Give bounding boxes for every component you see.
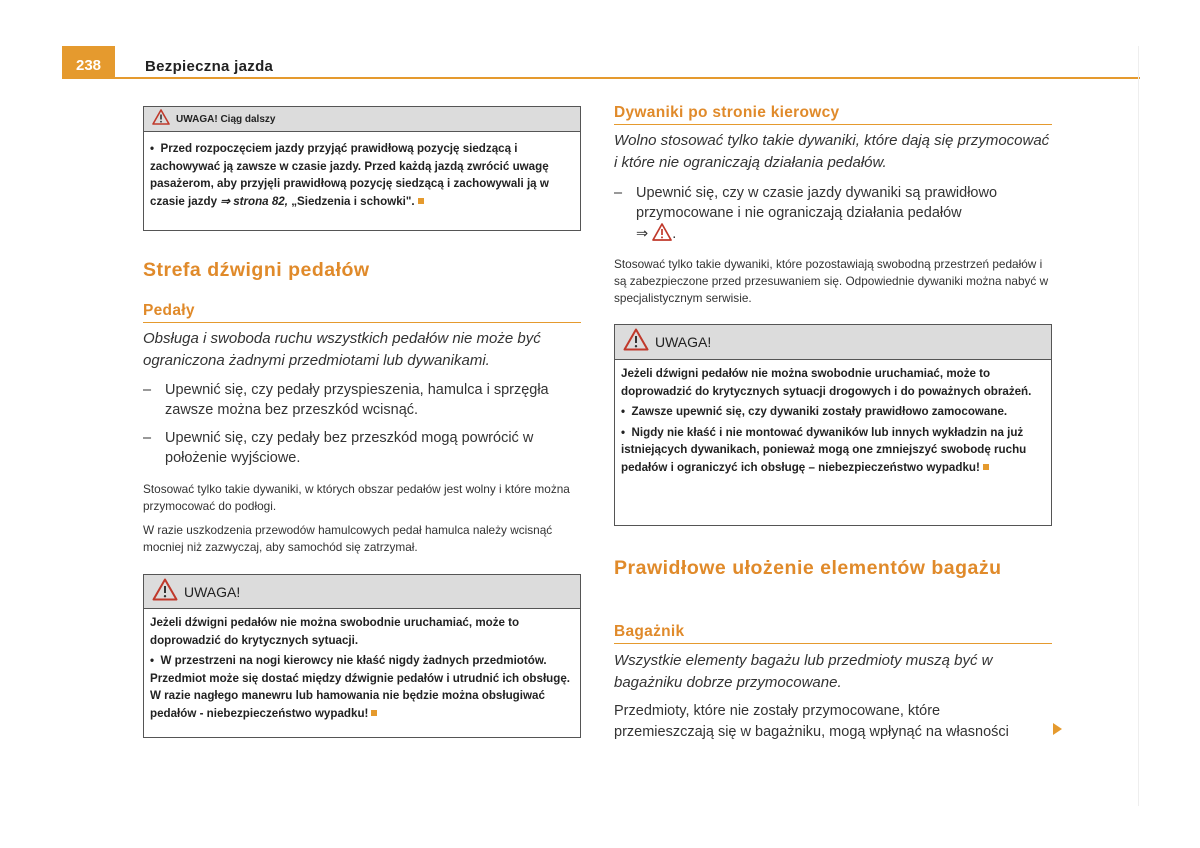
- bullet: •: [621, 405, 626, 418]
- page-reference[interactable]: ⇒ strona 82,: [220, 194, 288, 208]
- section-title-luggage: Prawidłowe ułożenie elementów bagażu: [614, 557, 1002, 579]
- warning-triangle-icon: [152, 109, 170, 130]
- paragraph: Przedmioty, które nie zostały przymocowane, które przemieszczają się w bagażniku, mogą wpłynąć na własności: [614, 703, 1009, 740]
- subsection-rule: [143, 322, 581, 323]
- warning-text: Jeżeli dźwigni pedałów nie można swobodnie uruchamiać, może to doprowadzić do krytycznych sytuacji.: [150, 616, 520, 647]
- list-item: – Upewnić się, czy pedały przyspieszenia, hamulca i sprzęgła zawsze można bez przeszkód wcisnąć.: [143, 380, 573, 420]
- item-reference[interactable]: ⇒: [636, 226, 649, 242]
- warning-text: Jeżeli dźwigni pedałów nie można swobodnie uruchamiać, może to doprowadzić do krytycznych sytuacji drogowych i do poważnych obrażeń.: [621, 367, 1032, 398]
- warning-box-mats: [614, 324, 1052, 526]
- bullet: •: [150, 142, 155, 155]
- warning-box-pedals: [143, 574, 581, 738]
- subsection-rule: [614, 643, 1052, 644]
- end-marker: [371, 710, 377, 716]
- end-marker: [983, 464, 989, 470]
- paragraph: W razie uszkodzenia przewodów hamulcowych pedał hamulca należy wcisnąć mocniej niż zazwyczaj, aby samochód się zatrzymał.: [143, 523, 553, 554]
- header-rule: [62, 77, 1140, 79]
- warning-text: • W przestrzeni na nogi kierowcy nie kłaść nigdy żadnych przedmiotów. Przedmiot może się dostać między dźwignie pedałów i utrudnić ich obsługę. W razie nagłego manewru lub hamowania nie będzie można obsługiwać pedałów - niebezpieczeństwo wypadku!: [150, 654, 571, 720]
- page-edge: [1138, 46, 1139, 806]
- warning-body: [144, 609, 580, 729]
- intro-pedals: Obsługa i swoboda ruchu wszystkich pedałów nie może być ograniczona żadnymi przedmiotami lub dywanikami.: [143, 330, 541, 369]
- warning-title: UWAGA!: [184, 583, 241, 600]
- subsection-title-pedals: Pedały: [143, 302, 195, 319]
- warning-text: • Zawsze upewnić się, czy dywaniki zostały prawidłowo zamocowane.: [621, 405, 1008, 418]
- warning-triangle-icon: [152, 578, 178, 606]
- bullet: •: [621, 425, 626, 439]
- bullet: •: [150, 654, 155, 667]
- continue-arrow-icon[interactable]: [1053, 723, 1062, 735]
- warning-header: [615, 325, 1051, 360]
- warning-text: • Nigdy nie kłaść i nie montować dywaników lub innych wykładzin na już istniejących dywanikach, ponieważ mogą one zmniejszyć swobodę ruchu pedałów i ograniczyć ich obsługę – niebezpieczeństwo wypadku!: [621, 425, 1027, 474]
- subsection-rule: [614, 124, 1052, 125]
- list-item: – Upewnić się, czy w czasie jazdy dywaniki są prawidłowo przymocowane i nie ograniczają działania pedałów ⇒ .: [614, 183, 1044, 247]
- warning-continued-header: [144, 107, 580, 132]
- subsection-title-trunk: Bagażnik: [614, 623, 685, 640]
- warning-triangle-icon: [623, 328, 649, 356]
- paragraph: Stosować tylko takie dywaniki, które pozostawiają swobodną przestrzeń pedałów i są zabezpieczone przed przesuwaniem się. Odpowiednie dywaniki można nabyć w specjalistycznym serwisie.: [614, 257, 1049, 305]
- subsection-title-driver-mats: Dywaniki po stronie kierowcy: [614, 104, 840, 121]
- end-marker: [418, 198, 424, 204]
- section-title-pedal-area: Strefa dźwigni pedałów: [143, 259, 370, 281]
- warning-continued-title: UWAGA! Ciąg dalszy: [176, 113, 276, 125]
- list-item: – Upewnić się, czy pedały bez przeszkód mogą powrócić w położenie wyjściowe.: [143, 428, 583, 468]
- intro-trunk: Wszystkie elementy bagażu lub przedmioty muszą być w bagażniku dobrze przymocowane.: [614, 652, 993, 691]
- page-number: 238: [62, 46, 115, 78]
- warning-triangle-icon[interactable]: [652, 223, 672, 247]
- warning-body: [615, 360, 1051, 483]
- intro-driver-mats: Wolno stosować tylko takie dywaniki, które dają się przymocować i które nie ograniczają działania pedałów.: [614, 132, 1050, 171]
- page-header-title: Bezpieczna jazda: [145, 58, 274, 75]
- warning-continued-body: [144, 132, 580, 217]
- warning-header: [144, 575, 580, 609]
- warning-continued-text: • Przed rozpoczęciem jazdy przyjąć prawidłową pozycję siedzącą i zachowywać ją zawsze w czasie jazdy. Przed każdą jazdą zwrócić uwagę pasażerom, aby przyjęli prawidłową pozycję siedzącą i zachowywali ją w czasie jazdy ⇒ strona 82, „Siedzenia i schowki".: [150, 142, 549, 208]
- warning-title: UWAGA!: [655, 334, 712, 350]
- warning-continued-box: [143, 106, 581, 231]
- paragraph: Stosować tylko takie dywaniki, w których obszar pedałów jest wolny i które można przymocować do podłogi.: [143, 482, 570, 513]
